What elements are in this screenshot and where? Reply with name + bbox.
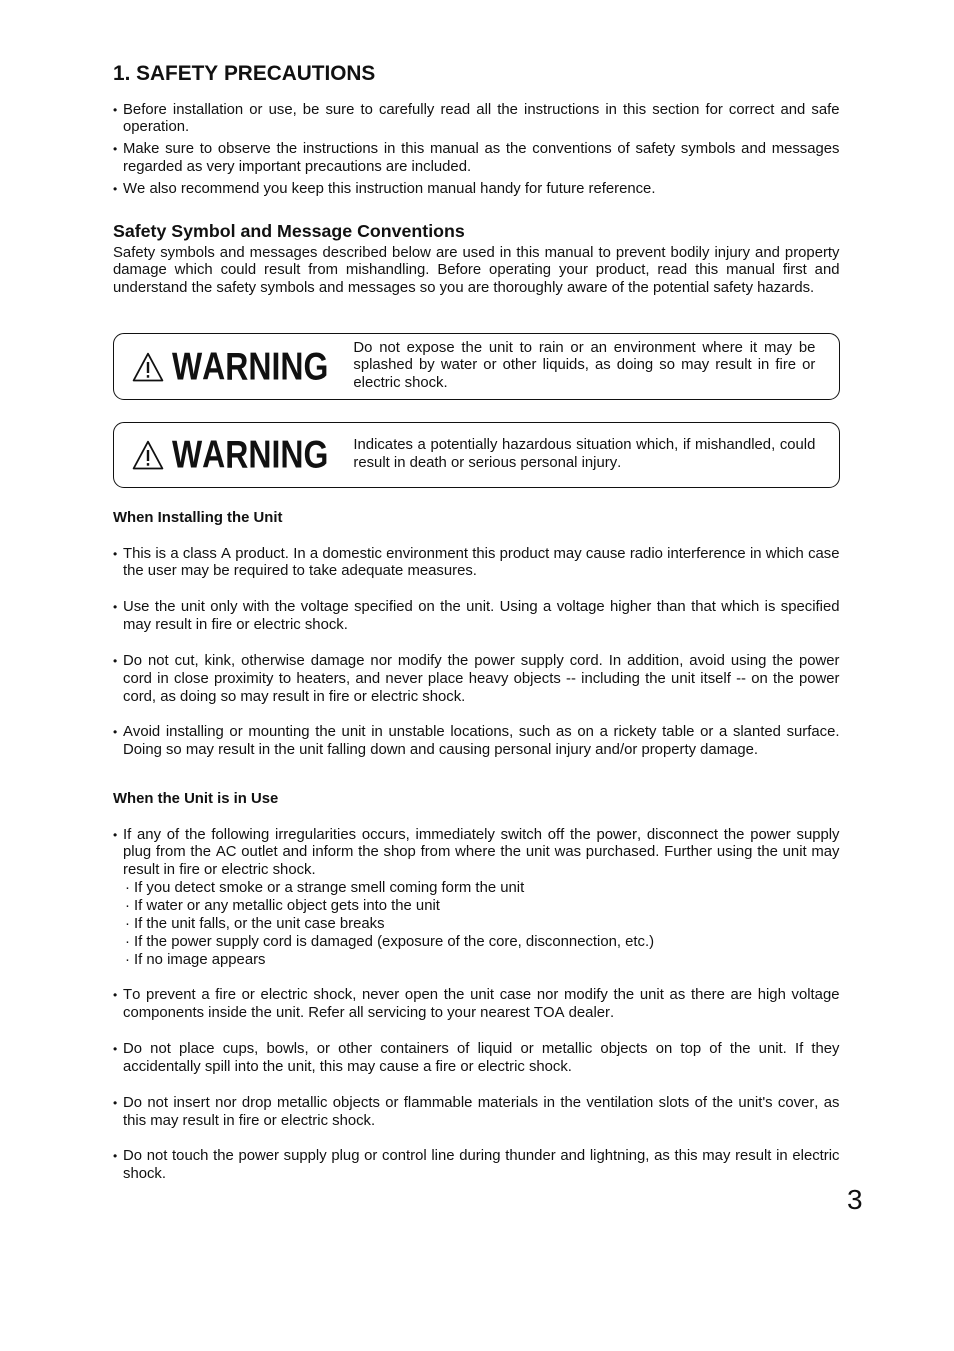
list-item-text: Do not cut, kink, otherwise damage nor modify the power supply cord. In addition, avoid using the power cord in close proximity to heaters, and never place heavy objects -- including the unit itself -- on the power cord, as doing so may result in fire or electric shock. bbox=[123, 652, 840, 705]
list-item bbox=[113, 141, 840, 177]
sub-list-item: · If the unit falls, or the unit case breaks bbox=[123, 916, 840, 934]
list-item bbox=[113, 181, 840, 199]
sub-list-item: · If the power supply cord is damaged (exposure of the core, disconnection, etc.) bbox=[123, 934, 840, 952]
list-item bbox=[113, 724, 840, 760]
conventions-heading: Safety Symbol and Message Conventions bbox=[113, 221, 465, 241]
warning-message: Indicates a potentially hazardous situation which, if mishandled, could result in death or serious personal injury. bbox=[353, 437, 816, 471]
sub-list-item: · If no image appears bbox=[123, 952, 840, 970]
in-use-list bbox=[113, 827, 840, 1185]
list-item-text: Avoid installing or mounting the unit in unstable locations, such as on a rickety table or a slanted surface. Doing so may result in the unit falling down and causing personal injury and/or property damage. bbox=[123, 724, 840, 759]
list-item bbox=[113, 827, 840, 970]
list-item bbox=[113, 102, 840, 138]
warning-box bbox=[113, 422, 840, 488]
warning-box bbox=[113, 333, 840, 400]
list-item bbox=[113, 1148, 840, 1184]
list-item bbox=[113, 987, 840, 1023]
warning-triangle-icon bbox=[132, 440, 164, 471]
list-item bbox=[113, 546, 840, 582]
list-item-text: Before installation or use, be sure to carefully read all the instructions in this section for correct and safe operation. bbox=[123, 101, 840, 136]
irregularities-sub-list bbox=[123, 880, 840, 969]
sub-list-item: · If you detect smoke or a strange smell coming form the unit bbox=[123, 880, 840, 898]
list-item-text: Use the unit only with the voltage specified on the unit. Using a voltage higher than that which is specified may result in fire or electric shock. bbox=[123, 599, 840, 633]
warning-label: WARNING bbox=[172, 433, 329, 477]
list-item-text: To prevent a fire or electric shock, never open the unit case nor modify the unit as there are high voltage components inside the unit. Refer all servicing to your nearest TOA dealer. bbox=[123, 987, 840, 1022]
installing-list bbox=[113, 546, 840, 761]
warning-triangle-icon bbox=[132, 351, 164, 382]
list-item-text: We also recommend you keep this instruction manual handy for future reference. bbox=[123, 181, 656, 197]
list-item-text: Do not insert nor drop metallic objects or flammable materials in the ventilation slots of the unit's cover, as this may result in fire or electric shock. bbox=[123, 1094, 840, 1129]
in-use-heading: When the Unit is in Use bbox=[113, 791, 279, 807]
page-number: 3 bbox=[847, 1184, 863, 1215]
list-item bbox=[113, 653, 840, 707]
list-item-text: Do not touch the power supply plug or control line during thunder and lightning, as this may result in electric shock. bbox=[123, 1148, 840, 1183]
list-item-text: If any of the following irregularities occurs, immediately switch off the power, disconnect the power supply plug from the AC outlet and inform the shop from where the unit was purchased. Further using the unit may result in fire or electric shock. bbox=[123, 826, 840, 879]
list-item bbox=[113, 599, 840, 635]
list-item-text: This is a class A product. In a domestic environment this product may cause radio interference in which case the user may be required to take adequate measures. bbox=[123, 545, 840, 580]
sub-list-item: · If water or any metallic object gets into the unit bbox=[123, 898, 840, 916]
intro-bullet-list bbox=[113, 102, 840, 199]
installing-heading: When Installing the Unit bbox=[113, 510, 283, 526]
section-title: 1. SAFETY PRECAUTIONS bbox=[113, 62, 376, 85]
warning-label: WARNING bbox=[172, 345, 329, 388]
list-item bbox=[113, 1041, 840, 1077]
list-item-text: Do not place cups, bowls, or other containers of liquid or metallic objects on top of the unit. If they accidentally spill into the unit, this may cause a fire or electric shock. bbox=[123, 1041, 840, 1075]
list-item bbox=[113, 1095, 840, 1131]
list-item-text: Make sure to observe the instructions in this manual as the conventions of safety symbols and messages regarded as very important precautions are included. bbox=[123, 141, 840, 176]
conventions-text: Safety symbols and messages described below are used in this manual to prevent bodily injury and property damage which could result from mishandling. Before operating your product, read this manual first and understand the safety symbols and messages so you are thoroughly aware of the potential safety hazards. bbox=[113, 244, 840, 297]
warning-message: Do not expose the unit to rain or an environment where it may be splashed by water or other liquids, as doing so may result in fire or electric shock. bbox=[353, 339, 816, 392]
